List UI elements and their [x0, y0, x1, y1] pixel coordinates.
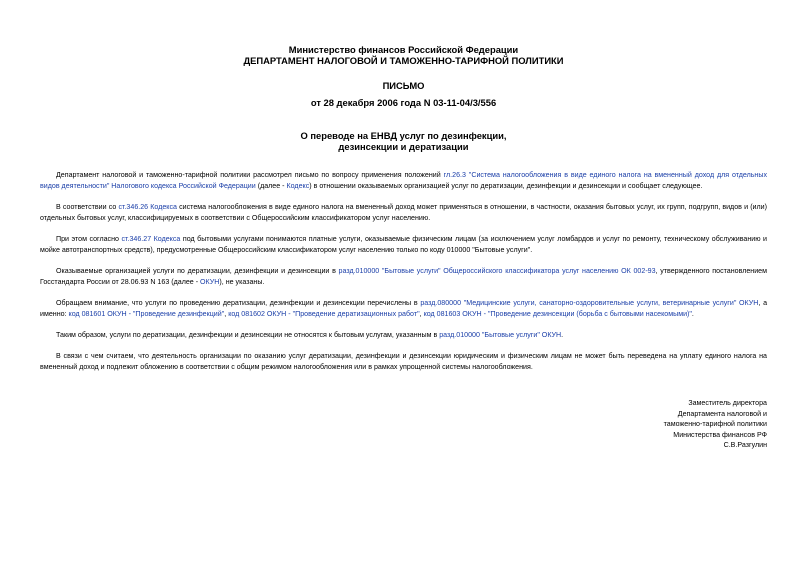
link-code-081601[interactable]: код 081601 ОКУН - "Проведение дезинфекций" [68, 309, 225, 318]
text-fragment: Оказываемые организацией услуги по дератизации, дезинфекции и дезинсекции в [56, 266, 339, 275]
department-name: ДЕПАРТАМЕНТ НАЛОГОВОЙ И ТАМОЖЕННО-ТАРИФНОЙ ПОЛИТИКИ [243, 55, 564, 66]
text-fragment: , [224, 309, 229, 318]
text-fragment: Департамент налоговой и таможенно-тарифной политики рассмотрел письмо по вопросу применения положений [56, 171, 444, 179]
document-subject [0, 130, 807, 152]
link-code-081602[interactable]: код 081602 ОКУН - "Проведение дератизационных работ" [228, 309, 420, 318]
document-body [40, 170, 767, 383]
paragraph-7: В связи с чем считаем, что деятельность организации по оказанию услуг дератизации, дезинфекции и дезинсекции юридическим и физическим лицам не может быть переведена на уплату единого налога на вмененный доход и подлежит обложению в соответствии с общим режимом налогообложения или в рамках упрощенной системы налогообложения. [40, 352, 767, 371]
link-article-346-27[interactable]: ст.346.27 Кодекса [121, 234, 181, 243]
document-date-number: от 28 декабря 2006 года N 03-11-04/3/556 [310, 97, 497, 108]
text-fragment: При этом согласно [56, 234, 122, 243]
text-fragment: ) в отношении оказываемых организацией услуг по дератизации, дезинфекции и дезинсекции и сообщает следующее. [309, 181, 703, 190]
signature-block [664, 398, 767, 451]
signature-line-2: Департамента налоговой и [677, 409, 767, 418]
text-fragment: Обращаем внимание, что услуги по проведению дератизации, дезинфекции и дезинсекции перечислены в [56, 298, 421, 307]
document-type: ПИСЬМО [382, 80, 425, 91]
link-section-080000[interactable]: разд.080000 "Медицинские услуги, санаторно-оздоровительные услуги, ветеринарные услуги" ОКУН [420, 298, 759, 307]
link-article-346-26[interactable]: ст.346.26 Кодекса [118, 202, 177, 211]
paragraph-6 [40, 330, 767, 341]
paragraph-1 [40, 170, 767, 191]
link-code-081603[interactable]: код 081603 ОКУН - "Проведение дезинсекции (борьба с бытовыми насекомыми)" [423, 309, 692, 318]
paragraph-2 [40, 202, 767, 223]
signature-line-1: Заместитель директора [688, 399, 767, 407]
text-fragment: , утвержденного постановлением Госстандарта России от 28.06.93 N 163 (далее - [40, 266, 767, 286]
text-fragment: (далее - [255, 181, 287, 190]
text-fragment: система налогообложения в виде единого налога на вмененный доход может применяться в отношении, в частности, оказания бытовых услуг, их групп, подгрупп, видов и (или) отдельных бытовых услуг, классифицируемых в соответствии с Общероссийским классификатором услуг населению. [40, 202, 767, 222]
text-fragment: ), не указаны. [219, 277, 265, 286]
paragraph-4 [40, 266, 767, 287]
text-fragment: , [419, 309, 424, 318]
text-fragment: . [691, 309, 694, 318]
paragraph-3 [40, 234, 767, 255]
signature-line-4: Министерства финансов РФ [673, 430, 767, 439]
text-fragment: , а именно: [40, 298, 768, 318]
subject-line-2: дезинсекции и дератизации [338, 141, 469, 152]
text-fragment: . [561, 330, 564, 339]
link-chapter-26-3[interactable]: гл.26.3 "Система налогообложения в виде единого налога на вмененный доход для отдельных видов деятельности" Налогового кодекса Российской Федерации [40, 171, 767, 190]
text-fragment: Таким образом, услуги по дератизации, дезинфекции и дезинсекции не относятся к бытовым услугам, указанным в [56, 330, 440, 339]
text-fragment: под бытовыми услугами понимаются платные услуги, оказываемые физическим лицам (за исключением услуг ломбардов и услуг по ремонту, техническому обслуживанию и мойке автотранспортных средств), предусмотренные Общероссийским классификатором услуг населению только по коду 010000 "Бытовые услуги". [40, 234, 767, 254]
subject-line-1: О переводе на ЕНВД услуг по дезинфекции, [300, 130, 507, 141]
ministry-name: Министерство финансов Российской Федерации [288, 44, 519, 55]
paragraph-5 [40, 298, 767, 319]
link-okun[interactable]: ОКУН [200, 277, 220, 286]
link-section-010000-okun[interactable]: разд.010000 "Бытовые услуги" ОКУН [439, 330, 562, 339]
link-section-010000[interactable]: разд.010000 "Бытовые услуги" Общероссийского классификатора услуг населению ОК 002-93 [338, 266, 656, 275]
signature-line-3: таможенно-тарифной политики [663, 420, 767, 429]
signature-name: С.В.Разгулин [723, 441, 767, 450]
text-fragment: В соответствии со [56, 202, 119, 211]
link-code[interactable]: Кодекс [286, 181, 310, 190]
